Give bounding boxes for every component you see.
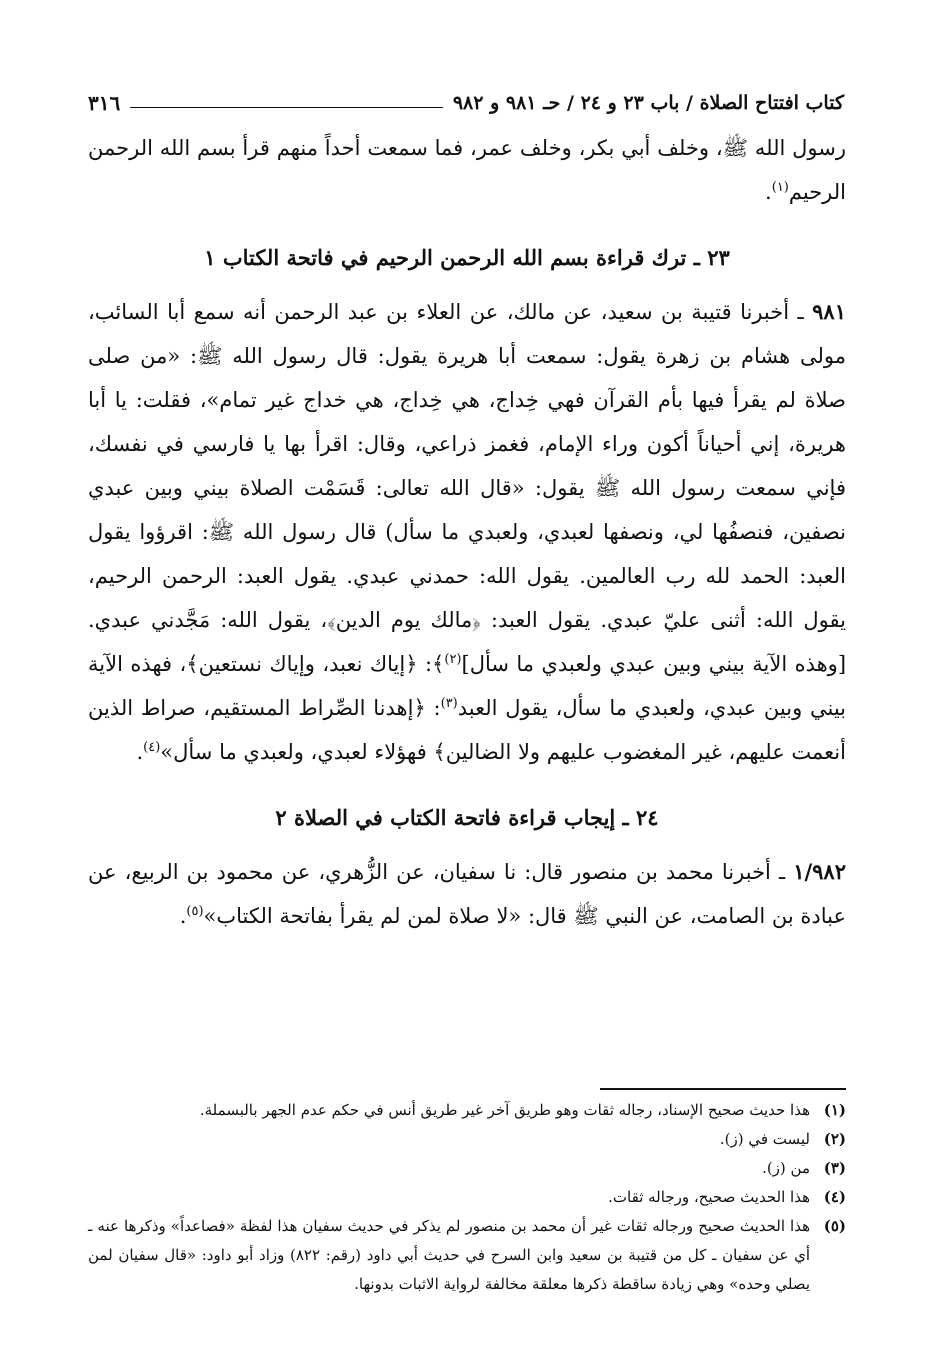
header-rule — [130, 107, 443, 108]
footnote-ref-5[interactable]: (٥) — [186, 904, 204, 919]
main-text — [88, 126, 846, 938]
hadith-text-a: ـ أخبرنا محمد بن منصور قال: نا سفيان، عن الزُّهري، عن محمود بن الربيع، عن عبادة بن الصامت، عن النبي ﷺ قال: «لا صلاة لمن لم يقرأ بفاتحة الكتاب» — [88, 860, 846, 928]
footnote-text: هذا حديث صحيح الإسناد، رجاله ثقات وهو طريق آخر غير طريق أنس في حكم عدم الجهر بالبسملة. — [199, 1101, 810, 1119]
footnote-number: (٥) — [823, 1217, 846, 1235]
hadith-number: ١/٩٨٢ — [793, 859, 846, 884]
hadith-text-c: : ﴿إهدنا الصِّراط المستقيم، صراط الذين أنعمت عليهم، غير المغضوب عليهم ولا الضالين﴾ فهؤلاء لعبدي، ولعبدي ما سأل» — [88, 696, 846, 764]
section-heading-24: ٢٤ ـ إيجاب قراءة فاتحة الكتاب في الصلاة ٢ — [275, 805, 659, 830]
page-header — [88, 86, 844, 120]
intro-end: . — [765, 180, 772, 204]
footnotes — [88, 1096, 846, 1299]
footnote-ref-1[interactable]: (١) — [771, 180, 789, 195]
footnote-text: من (ز). — [762, 1159, 810, 1177]
footnote — [88, 1125, 846, 1154]
footnote — [88, 1212, 846, 1299]
hadith-number: ٩٨١ — [812, 299, 846, 324]
hadith-text-a: ـ أخبرنا قتيبة بن سعيد، عن مالك، عن العلاء بن عبد الرحمن أنه سمع أبا السائب، مولى هشام بن زهرة يقول: سمعت أبا هريرة يقول: قال رسول الله ﷺ: «من صلى صلاة لم يقرأ فيها بأم القرآن فهي خِداج، هي خِداج، هي خداج غير تمام»، فقلت: يا أبا هريرة، إني أحياناً أكون وراء الإمام، فغمز ذراعي، وقال: اقرأ بها يا فارسي في نفسك، فإني سمعت رسول الله ﷺ يقول: «قال الله تعالى: قَسَمْت الصلاة بيني وبين عبدي نصفين، فنصفُها لي، ونصفها لعبدي، ولعبدي ما سأل) قال رسول الله ﷺ: اقرؤوا يقول العبد: الحمد لله رب العالمين. يقول الله: حمدني عبدي. يقول العبد: الرحمن الرحيم، يقول الله: أثنى عليّ عبدي. يقول العبد: ﴿مالك يوم الدين﴾، يقول الله: مَجَّدني عبدي. [وهذه الآية بيني وبين عبدي ولعبدي ما سأل] — [88, 300, 847, 676]
footnote-text: هذا الحديث صحيح ورجاله ثقات غير أن محمد بن منصور لم يذكر في حديث سفيان هذا لفظة «فصاعداً» وذكرها عنه ـ أي عن سفيان ـ كل من قتيبة بن سعيد وابن السرح في حديث أبي داود (رقم: ٨٢٢) وزاد أبو داود: «قال سفيان لمن يصلي وحده» وهي زيادة ساقطة ذكرها معلقة مخالفة لرواية الاثبات بدونها. — [88, 1217, 810, 1293]
hadith-981 — [88, 290, 846, 774]
hadith-982 — [88, 850, 846, 938]
footnote-text: ليست في (ز). — [719, 1130, 810, 1148]
section-heading-23: ٢٣ ـ ترك قراءة بسم الله الرحمن الرحيم في فاتحة الكتاب ١ — [204, 245, 730, 270]
running-title: كتاب افتتاح الصلاة / باب ٢٣ و ٢٤ / حـ ٩٨١ و ٩٨٢ — [452, 92, 844, 114]
footnote-separator — [600, 1088, 846, 1090]
footnote — [88, 1154, 846, 1183]
footnote-ref-2[interactable]: (٢) — [444, 652, 462, 667]
footnote-number: (٢) — [823, 1130, 846, 1148]
footnote-number: (٣) — [823, 1159, 846, 1177]
hadith-text-b: . — [179, 904, 187, 928]
footnote-text: هذا الحديث صحيح، ورجاله ثقات. — [608, 1188, 810, 1206]
hadith-text-b: ﴾: ﴿إياك نعبد، وإياك نستعين﴾، فهذه الآية بيني وبين عبدي، ولعبدي ما سأل، يقول العبد — [88, 652, 847, 720]
footnote — [88, 1183, 846, 1212]
intro-text: رسول الله ﷺ، وخلف أبي بكر، وخلف عمر، فما سمعت أحداً منهم قرأ بسم الله الرحمن الرحيم — [88, 136, 846, 204]
hadith-text-d: . — [136, 740, 144, 764]
footnote-number: (١) — [823, 1101, 846, 1119]
intro-paragraph — [88, 126, 846, 214]
page-number: ٣١٦ — [88, 91, 121, 115]
footnote-ref-3[interactable]: (٣) — [440, 696, 458, 711]
footnote-ref-4[interactable]: (٤) — [143, 740, 161, 755]
footnote-number: (٤) — [823, 1188, 846, 1206]
footnote — [88, 1096, 846, 1125]
